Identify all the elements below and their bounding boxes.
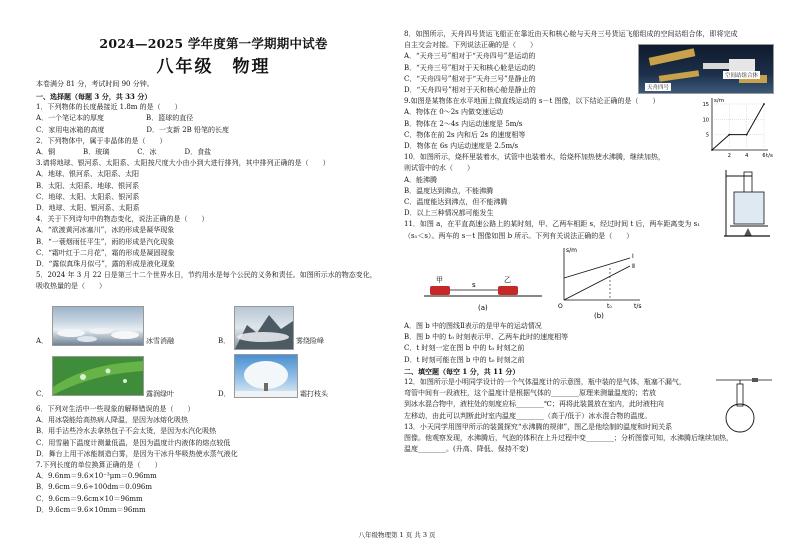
text-line: C．用雪融下温度计测量低温，是因为温度计内液体的熔点较低 bbox=[36, 438, 231, 447]
photo-mountain-fog bbox=[234, 306, 294, 350]
text-line: 2．下列物体中，属于非晶体的是（ ） bbox=[36, 136, 167, 145]
photo-dew-leaf bbox=[52, 356, 144, 396]
fig-b-t-axis-label: t/s bbox=[634, 303, 642, 310]
data-point bbox=[728, 134, 730, 136]
text-line: 10．如图所示，烧杯里装着水，试管中也装着水，给烧杯加热使水沸腾，继续加热， bbox=[404, 153, 665, 162]
text-line: A．物体在 0～2s 内做变速运动 bbox=[404, 108, 504, 117]
ship-tag: 天舟四号 bbox=[647, 85, 670, 91]
text-line: B．图 b 中的 t₀ 时刻表示甲、乙两车此时的速度相等 bbox=[404, 333, 569, 342]
station-tag: 空间站组合体 bbox=[725, 73, 759, 79]
text-line: 5．2024 年 3 月 22 日是第三十二个世界水日，节约用水是每个公民的义务和责任。如图所示水的物态变化， bbox=[36, 271, 377, 280]
car-jia-label: 甲 bbox=[436, 276, 443, 284]
figure-a-label: (a) bbox=[478, 304, 488, 312]
frost-tree-illustration bbox=[235, 355, 297, 397]
text-line: 13．小天同学用图甲所示的装置探究“水沸腾的规律”，图乙是他绘制的温度和时间关系 bbox=[404, 422, 673, 431]
st-graph bbox=[694, 96, 772, 162]
text-line: C．物体在前 2s 内和后 2s 的速度相等 bbox=[404, 130, 526, 139]
option-d-caption: 霜打枝头 bbox=[300, 390, 328, 398]
text-line: D．物体在 6s 内运动速度是 2.5m/s bbox=[404, 142, 519, 150]
fig-b-line-II bbox=[564, 266, 630, 300]
flask bbox=[726, 404, 754, 432]
fig-b-line-I-label: Ⅰ bbox=[632, 253, 634, 260]
option-b-letter: B． bbox=[218, 337, 231, 345]
option-c-letter: C． bbox=[36, 390, 49, 398]
text-line: B．用手沾些冷水去拿热包子不会太烫，是因为水汽化吸热 bbox=[36, 427, 217, 436]
beaker-apparatus bbox=[722, 166, 772, 240]
x-tick-label: 2 bbox=[727, 153, 731, 159]
text-line: 3.请将地球、银河系、太阳系、太阳按尺度大小由小到大进行排列，其中排列正确的是（ ） bbox=[36, 159, 330, 168]
exam-info: 本卷满分 81 分，考试时间 90 分钟。 bbox=[36, 80, 154, 88]
text-line: 到冰水混合物中，液柱处的刻度应标________℃；再将此装置放在室内，此时液柱向 bbox=[404, 400, 664, 409]
option-d-letter: D． bbox=[218, 390, 231, 398]
option-b-caption: 雾绕险峰 bbox=[296, 337, 324, 345]
y-tick-label: 10 bbox=[702, 117, 709, 124]
data-point bbox=[711, 149, 713, 151]
text-line: B．“一蓑烟雨任平生”，雨的形成是汽化现象 bbox=[36, 237, 175, 246]
figure-a-cars bbox=[424, 252, 544, 312]
car-yi bbox=[498, 286, 518, 295]
text-line: D．t 时刻可能在图 b 中的 t₀ 时刻之前 bbox=[404, 355, 525, 364]
y-tick-label: 15 bbox=[702, 102, 709, 108]
text-line: B．物体在 2～4s 内运动速度是 5m/s bbox=[404, 119, 523, 128]
mountain-illustration bbox=[235, 307, 293, 349]
text-line: 自主交会对接。下列说法正确的是（ ） bbox=[404, 41, 537, 50]
exam-subject: 八年级 物理 bbox=[156, 57, 271, 77]
liquid-column bbox=[752, 378, 758, 382]
y-tick-label: 5 bbox=[705, 132, 709, 139]
car-jia bbox=[430, 286, 450, 295]
distance-label: s bbox=[472, 281, 476, 289]
text-line: D．以上三种情况都可能发生 bbox=[404, 209, 494, 218]
text-line: C．地球、太阳、太阳系、银河系 bbox=[36, 192, 140, 201]
text-line: D．9.6cm＝9.6×10mm＝96mm bbox=[36, 505, 146, 514]
text-line: 图像。他观察发现，水沸腾后，气泡的体积在上升过程中变________；分析图像可知，水沸腾后继续加热， bbox=[404, 434, 733, 442]
text-line: 1．下列物体的长度最接近 1.8m 的是（ ） bbox=[36, 103, 182, 112]
text-line: C．家用电冰箱的高度 D．一支新 2B 铅笔的长度 bbox=[36, 125, 230, 134]
text-line: B．温度达到沸点，不能沸腾 bbox=[404, 186, 494, 195]
text-line: C．t 时刻一定在图 b 中的 t₀ 时刻之前 bbox=[404, 344, 525, 353]
text-line: A．用冰袋能给高热病人降温，是因为冰熔化吸热 bbox=[36, 416, 189, 425]
text-line: 二、填空题（每空 1 分，共 11 分） bbox=[404, 366, 520, 376]
x-axis-label: t/s bbox=[766, 153, 773, 159]
photo-space-station bbox=[638, 44, 774, 94]
option-a-caption: 冰雪消融 bbox=[146, 337, 174, 345]
text-line: 左移动，由此可以判断此时室内温度________（高于/低于）冰水混合物的温度。 bbox=[404, 411, 652, 420]
text-line: 9.如图是某物体在水平地面上做直线运动的 s－t 图像，以下结论正确的是（ ） bbox=[404, 97, 660, 106]
text-line: B．9.6cm＝9.6÷100dm＝0.096m bbox=[36, 483, 152, 492]
fig-b-origin-label: O bbox=[558, 303, 563, 310]
text-line: 6．下列对生活中一些现象的解释错误的是（ ） bbox=[36, 405, 195, 413]
photo-ice-melting bbox=[52, 306, 144, 346]
fig-b-s-axis-label: s/m bbox=[566, 247, 577, 254]
beaker bbox=[734, 192, 764, 224]
series-line bbox=[712, 104, 764, 150]
page-footer: 八年级物理第 1 页 共 3 页 bbox=[358, 531, 436, 539]
text-line: A．9.6nm＝9.6×10⁻³μm＝0.96mm bbox=[36, 472, 157, 481]
figure-b-st-graph bbox=[554, 244, 644, 320]
x-tick-label: 4 bbox=[745, 153, 749, 159]
text-line: B．“天舟三号”相对于天和核心舱是运动的 bbox=[404, 63, 536, 72]
text-line: C．温度能达到沸点，但不能沸腾 bbox=[404, 198, 508, 206]
text-line: 4．关于下列诗句中的物态变化，说法正确的是（ ） bbox=[36, 215, 209, 224]
text-line: 则试管中的水（ ） bbox=[404, 164, 474, 173]
text-line: A．一个笔记本的厚度 B．篮球的直径 bbox=[36, 114, 194, 123]
text-line: 一、选择题（每题 3 分，共 33 分） bbox=[36, 92, 152, 101]
text-line: B．太阳、太阳系、地球、银河系 bbox=[36, 181, 140, 190]
text-line: 吸收热量的是（ ） bbox=[36, 282, 106, 291]
photo-frost-branches bbox=[234, 354, 298, 398]
x-tick-label: 6 bbox=[762, 153, 766, 159]
ice-floes-illustration bbox=[53, 307, 143, 345]
car-yi-label: 乙 bbox=[504, 276, 511, 284]
y-axis-label: s/m bbox=[714, 98, 725, 104]
text-line: D．地球、太阳、银河系、太阳系 bbox=[36, 204, 140, 212]
fig-b-t0-label: t₀ bbox=[607, 303, 612, 310]
exam-title: 2024—2025 学年度第一学期期中试卷 bbox=[99, 36, 328, 51]
text-line: D．“露似真珠月似弓”，露的形成是液化现象 bbox=[36, 260, 175, 268]
text-line: 8．如图所示，天舟四号货运飞船正在靠近由天和核心舱与天舟三号货运飞船组成的空间站组合体，即将完成 bbox=[404, 30, 738, 38]
text-line: A．地球、银河系、太阳系、太阳 bbox=[36, 170, 140, 179]
gas-thermometer bbox=[714, 376, 774, 434]
text-line: 弯管中间有一段液柱，这个温度计是根据气体的________原理来测量温度的；若放 bbox=[404, 389, 656, 398]
text-line: C．“天舟四号”相对于“天舟三号”是静止的 bbox=[404, 74, 536, 83]
data-point bbox=[746, 134, 748, 136]
text-line: A．“天舟三号”相对于“天舟四号”是运动的 bbox=[404, 52, 536, 61]
text-line: 温度________。(升高、降低、保持不变) bbox=[404, 445, 529, 454]
text-line: C．9.6cm＝9.6cm×10＝96mm bbox=[36, 494, 143, 503]
text-line: 11．如图 a，在平直高速公路上的某时刻，甲、乙两车相距 s，经过时间 t 后，两车距离变为 s₁ bbox=[404, 220, 701, 229]
figure-b-label: (b) bbox=[594, 312, 604, 320]
text-line: 12．如图所示是小明同学设计的一个气体温度计的示意图，瓶中装的是气体，瓶塞不漏气， bbox=[404, 378, 686, 386]
option-a-letter: A． bbox=[36, 337, 49, 345]
text-line: A．能沸腾 bbox=[404, 175, 438, 184]
text-line: D．“天舟四号”相对于天和核心舱是静止的 bbox=[404, 86, 536, 94]
fig-b-line-I bbox=[564, 258, 630, 278]
text-line: （s₁＜s）。两车的 s－t 图像如图 b 所示。下列有关说法正确的是（ ） bbox=[404, 231, 634, 240]
fig-b-line-II-label: Ⅱ bbox=[632, 263, 635, 270]
text-line: A．“欲渡黄河冰塞川”，冰的形成是凝华现象 bbox=[36, 226, 175, 235]
burner-flame bbox=[744, 228, 752, 236]
text-line: D．舞台上用干冰能制造白雾，是因为干冰升华吸热使水蒸气液化 bbox=[36, 449, 238, 458]
text-line: 7.下列长度的单位换算正确的是（ ） bbox=[36, 461, 162, 469]
data-point bbox=[763, 103, 765, 105]
text-line: C．“霜叶红于二月花”，霜的形成是凝固现象 bbox=[36, 248, 175, 257]
leaf-dew-illustration bbox=[53, 357, 143, 395]
flask-neck bbox=[737, 384, 743, 406]
text-line: A．图 b 中的图线Ⅱ表示的是甲车的运动情况 bbox=[404, 322, 542, 330]
text-line: A．铜 B．玻璃 C．冰 D．食盐 bbox=[36, 148, 212, 156]
option-c-caption: 露润绿叶 bbox=[146, 390, 174, 398]
